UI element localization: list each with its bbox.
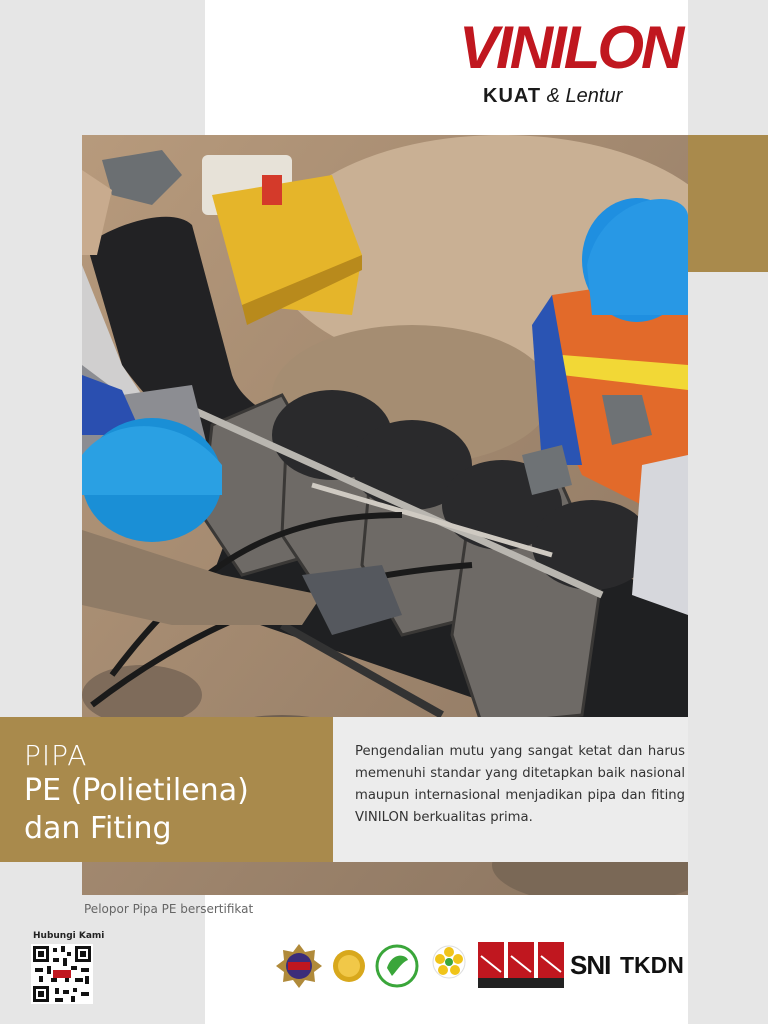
tkdn-mark: TKDN	[620, 952, 684, 978]
logo-tagline	[483, 86, 622, 106]
title-panel	[0, 717, 333, 862]
photo-caption: Pelopor Pipa PE bersertifikat	[84, 902, 254, 916]
gold-award-badge-icon	[330, 942, 368, 990]
contact-label: Hubungi Kami	[33, 931, 105, 941]
certification-badges	[274, 942, 694, 992]
sni-mark: SNI	[570, 950, 611, 980]
green-label-badge-icon	[372, 942, 422, 990]
logo-wordmark: VINILON	[459, 14, 682, 81]
qr-code[interactable]	[31, 944, 93, 1004]
top-brand-badge-icon	[274, 942, 324, 990]
title-line-fiting: dan Fiting	[24, 811, 172, 846]
description-text: Pengendalian mutu yang sangat ketat dan harus memenuhi standar yang ditetapkan baik nasional maupun internasional menjadikan pipa dan fiting VINILON berkualitas prima.	[355, 744, 685, 825]
tagline-bold: KUAT	[483, 85, 542, 107]
title-line-pe: PE (Polietilena)	[24, 773, 249, 808]
vinilon-logo	[455, 14, 682, 110]
gold-accent-block	[688, 135, 768, 272]
description-panel	[333, 717, 688, 862]
tagline-rest: & Lentur	[546, 85, 623, 107]
iso-certified-badges-icon	[478, 942, 564, 990]
title-line-pipa: PIPA	[24, 739, 88, 772]
smk3-badge-icon	[426, 942, 472, 990]
